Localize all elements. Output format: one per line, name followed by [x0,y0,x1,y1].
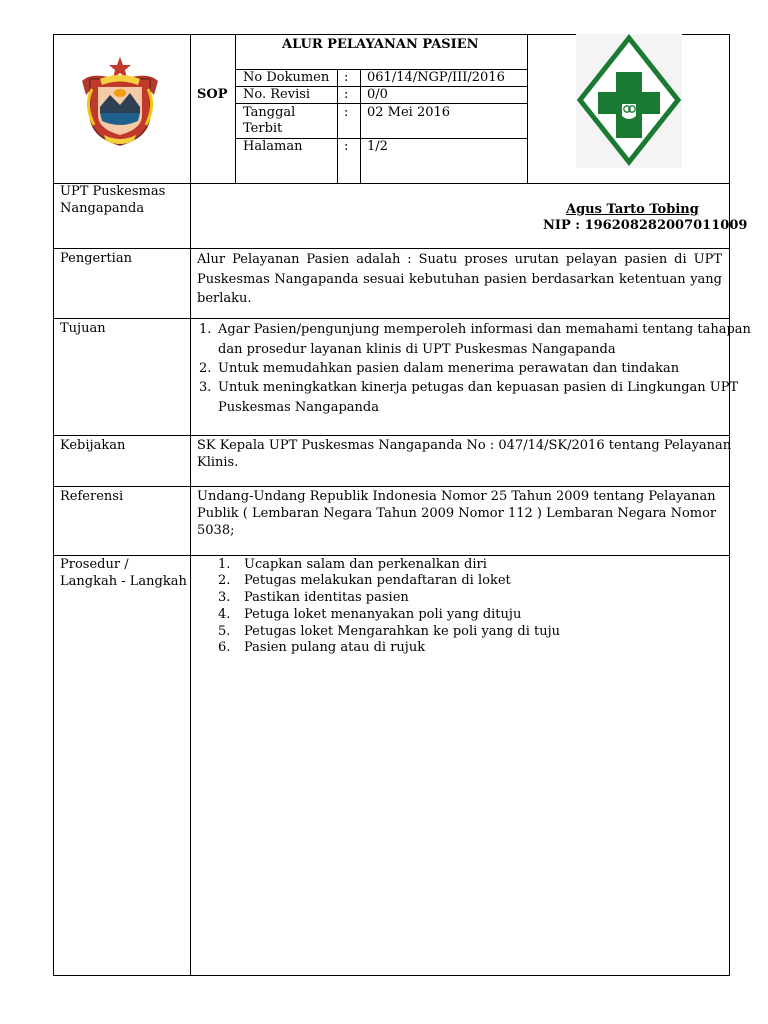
tujuan-label: Tujuan [60,321,106,336]
header-line-tanggal [235,103,527,104]
field-sep-halaman: : [344,139,349,154]
unit-name-line1: UPT Puskesmas [60,184,166,199]
kebijakan-line-1: SK Kepala UPT Puskesmas Nangapanda No : 047/14/SK/2016 tentang Pelayanan [197,438,732,453]
puskesmas-green-cross-logo [576,34,682,168]
referensi-label: Referensi [60,489,124,504]
pengertian-line-3: berlaku. [197,291,252,306]
field-value-no-dokumen: 061/14/NGP/III/2016 [367,70,505,85]
field-sep-no-dokumen: : [344,70,349,85]
tujuan-item-2-line1: Untuk memudahkan pasien dalam menerima perawatan dan tindakan [218,361,680,376]
field-sep-tanggal: : [344,105,349,120]
tujuan-item-2-num: 2. [199,361,212,376]
pengertian-label: Pengertian [60,251,132,266]
row-line-4 [53,435,730,436]
prosedur-item-4-text: Petuga loket menanyakan poli yang dituju [244,607,522,622]
tujuan-item-1 [199,320,751,360]
prosedur-label-line2: Langkah - Langkah [60,574,187,589]
border-left [53,34,54,976]
prosedur-label-line1: Prosedur / [60,557,129,572]
label-column-divider [190,34,191,976]
document-title: ALUR PELAYANAN PASIEN [282,37,479,52]
kebijakan-line-2: Klinis. [197,455,239,470]
prosedur-item-2-num: 2. [218,573,231,588]
field-sep-no-revisi: : [344,87,349,102]
field-label-no-revisi: No. Revisi [243,87,311,102]
sop-label: SOP [197,87,228,102]
prosedur-item-6-text: Pasien pulang atau di rujuk [244,640,426,655]
field-value-tanggal: 02 Mei 2016 [367,105,451,120]
row-line-6 [53,555,730,556]
prosedur-item-3-num: 3. [218,590,231,605]
tujuan-item-3-line1: Untuk meningkatkan kinerja petugas dan kepuasan pasien di Lingkungan UPT [218,380,739,395]
pengertian-line-2: Puskesmas Nangapanda sesuai kebutuhan pasien berdasarkan ketentuan yang [197,272,722,287]
kebijakan-label: Kebijakan [60,438,126,453]
signatory-nip: NIP : 196208282007011009 [543,218,748,233]
prosedur-item-2-text: Petugas melakukan pendaftaran di loket [244,573,511,588]
unit-name-line2: Nangapanda [60,201,145,216]
prosedur-item-5-num: 5. [218,624,231,639]
prosedur-item-1-text: Ucapkan salam dan perkenalkan diri [244,557,487,572]
tujuan-item-1-line1: Agar Pasien/pengunjung memperoleh informasi dan memahami tentang tahapan [218,322,751,337]
pengertian-line-1: Alur Pelayanan Pasien adalah : Suatu proses urutan pelayan pasien di UPT [197,252,722,267]
tujuan-item-3-line2: Puskesmas Nangapanda [218,399,380,415]
header-divider-sop [235,34,236,184]
prosedur-item-3-text: Pastikan identitas pasien [244,590,409,605]
tujuan-item-3 [199,378,739,418]
prosedur-item-4-num: 4. [218,607,231,622]
border-right [729,34,730,976]
prosedur-item-1-num: 1. [218,557,231,572]
border-bottom [53,975,730,976]
field-value-halaman: 1/2 [367,139,388,154]
referensi-line-2: Publik ( Lembaran Negara Tahun 2009 Nomor 112 ) Lembaran Negara Nomor [197,506,717,521]
referensi-line-1: Undang-Undang Republik Indonesia Nomor 25 Tahun 2009 tentang Pelayanan [197,489,716,504]
header-divider-logo [527,34,528,184]
signatory-name: Agus Tarto Tobing [566,202,699,217]
prosedur-item-5-text: Petugas loket Mengarahkan ke poli yang di tuju [244,624,560,639]
tujuan-item-1-line2: dan prosedur layanan klinis di UPT Puskesmas Nangapanda [218,341,616,357]
tujuan-item-2 [199,359,724,379]
field-label-tanggal: Tanggal [243,105,296,120]
row-line-2 [53,248,730,249]
row-line-3 [53,318,730,319]
field-label-terbit: Terbit [243,121,283,136]
row-line-5 [53,486,730,487]
referensi-line-3: 5038; [197,523,235,538]
tujuan-item-3-num: 3. [199,380,212,395]
field-value-no-revisi: 0/0 [367,87,388,102]
regency-coat-of-arms-logo [78,55,162,149]
field-label-no-dokumen: No Dokumen [243,70,330,85]
prosedur-item-6-num: 6. [218,640,231,655]
field-label-halaman: Halaman [243,139,303,154]
tujuan-item-1-num: 1. [199,322,212,337]
